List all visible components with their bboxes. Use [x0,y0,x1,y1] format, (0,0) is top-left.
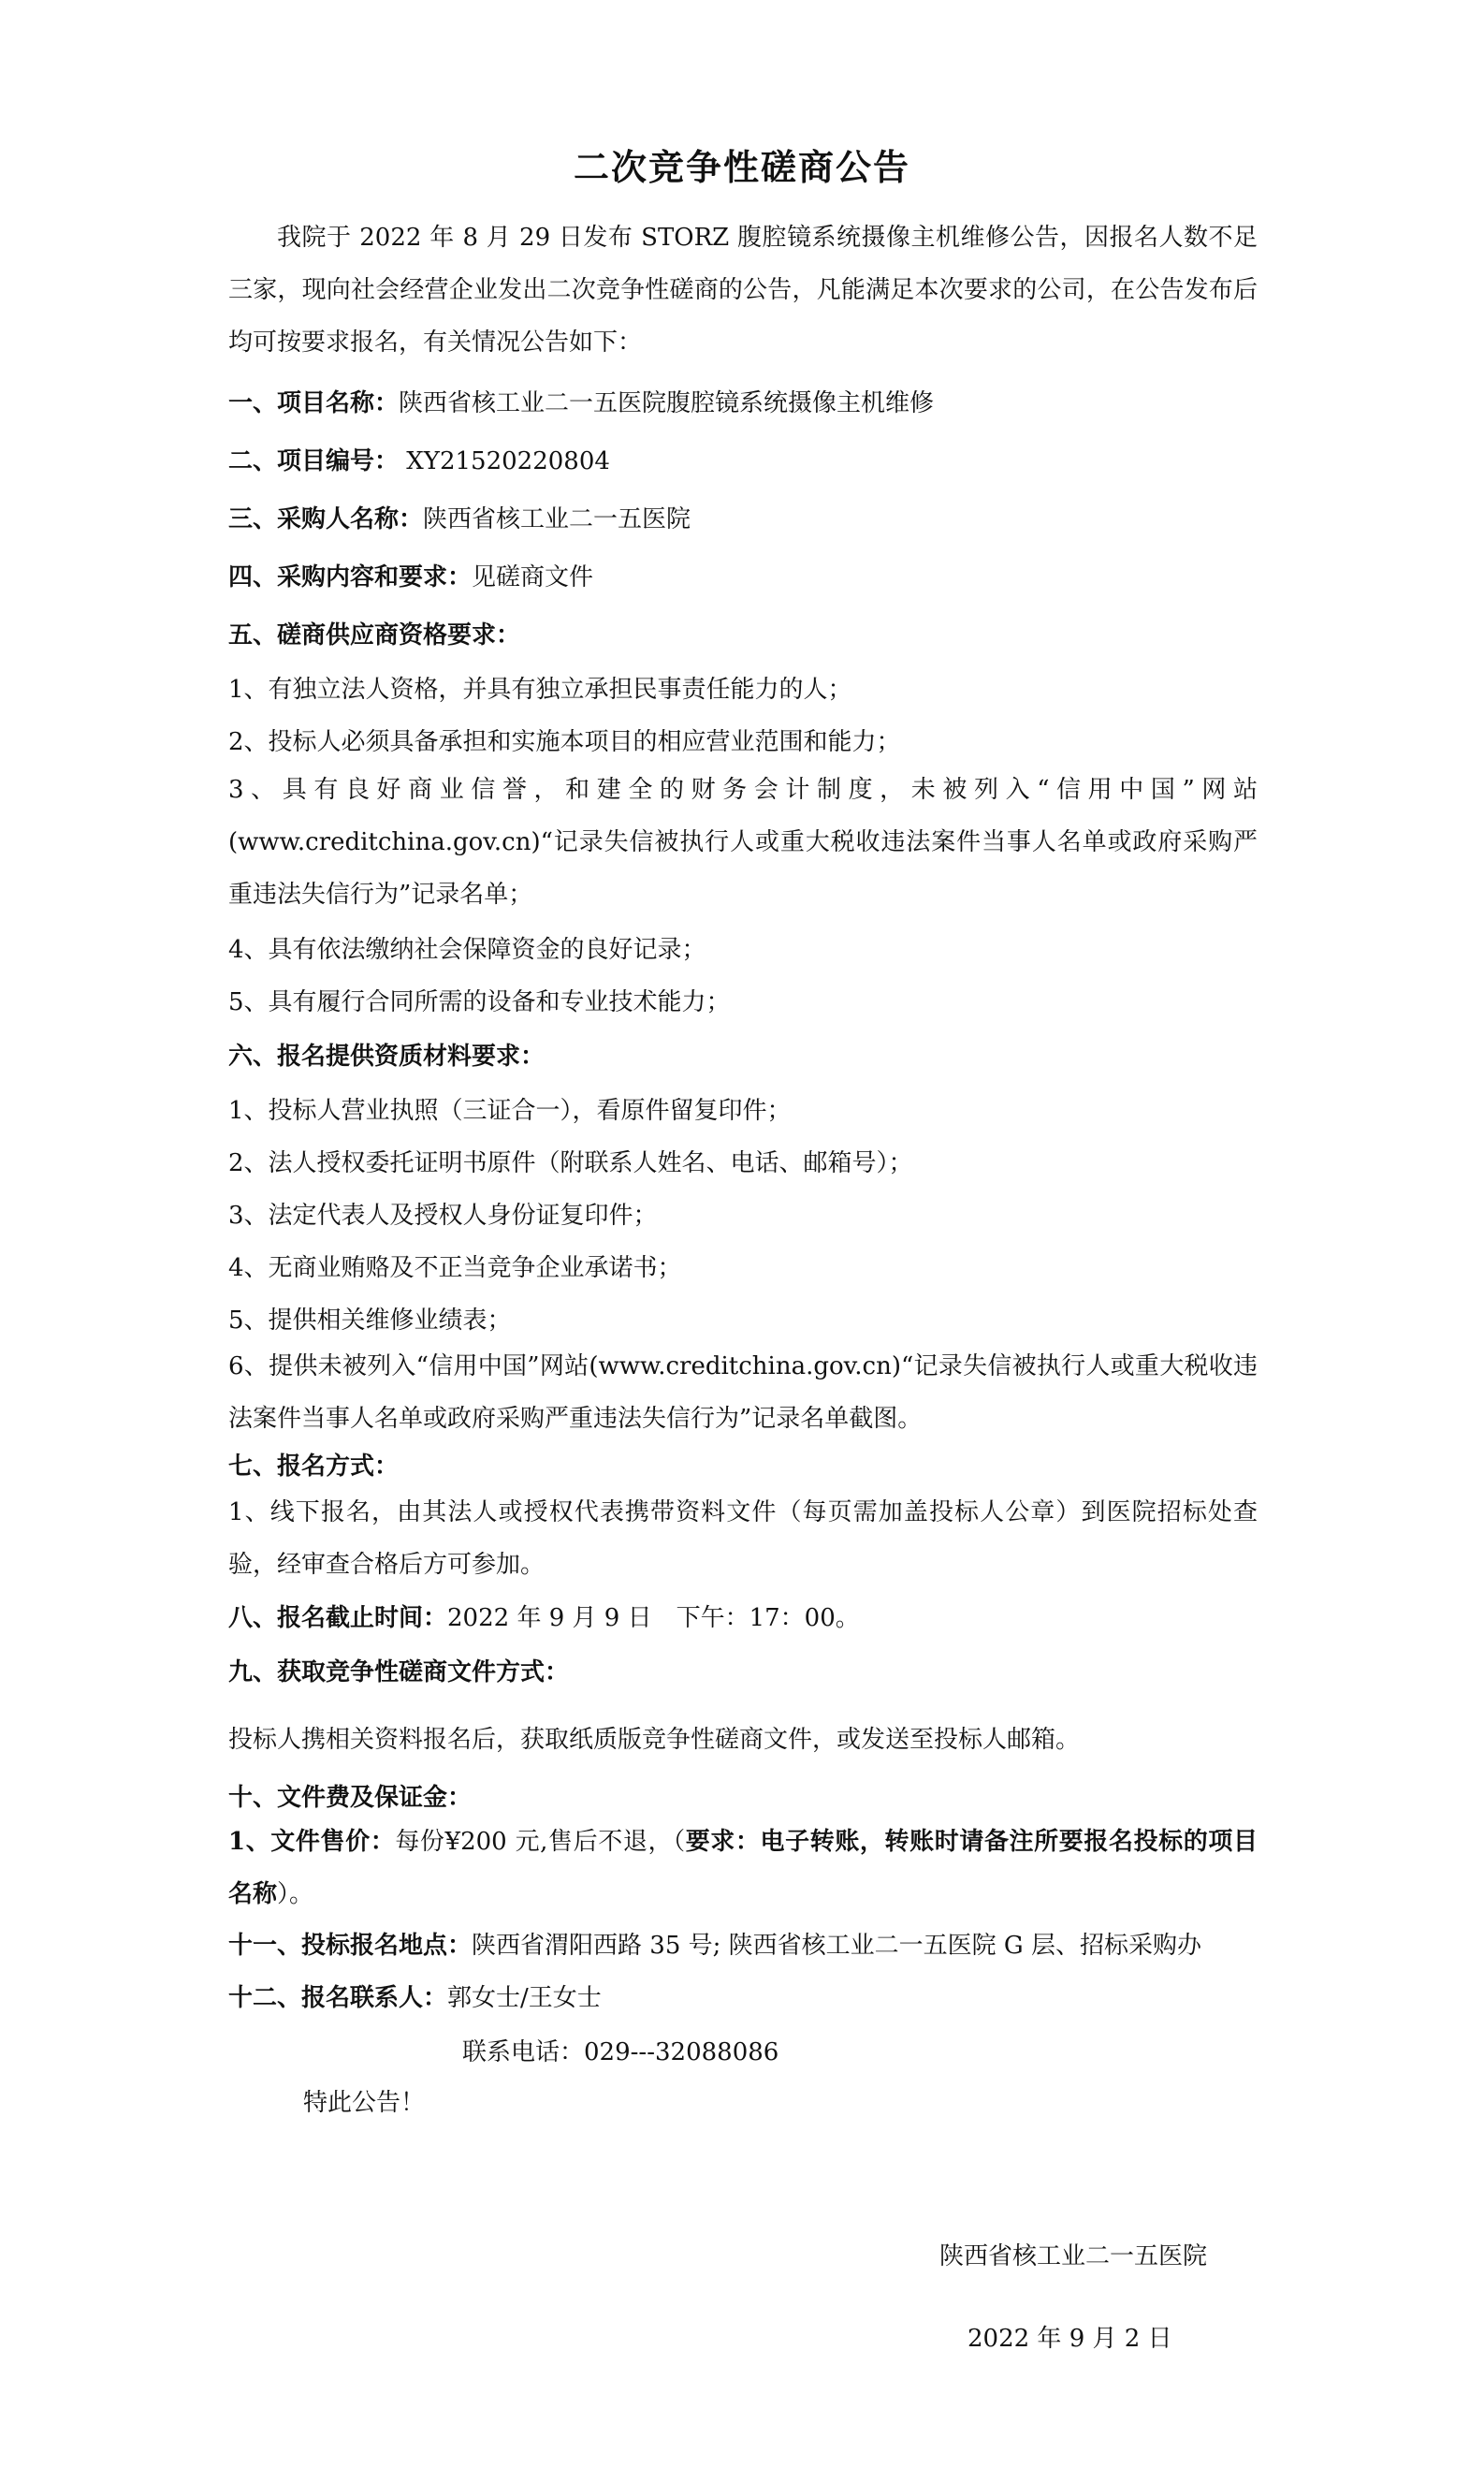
section-7-text: 1、线下报名，由其法人或授权代表携带资料文件（每页需加盖投标人公章）到医院招标处查验，经审查合格后方可参加。 [228,1498,1258,1579]
section-12 [228,1978,602,2013]
section-6-item: 3、法定代表人及授权人身份证复印件； [228,1202,658,1230]
section-5-label: 五、磋商供应商资格要求： [228,621,521,650]
section-5-item: 1、有独立法人资格，并具有独立承担民事责任能力的人； [228,676,852,704]
section-6-item: 4、无商业贿赂及不正当竞争企业承诺书； [228,1254,682,1282]
section-1 [228,384,934,418]
section-3 [228,500,691,534]
section-9-label: 九、获取竞争性磋商文件方式： [228,1658,570,1686]
fee-prefix: 1、文件售价： [228,1828,396,1856]
section-3-label: 三、采购人名称： [228,505,424,533]
section-8-label: 八、报名截止时间： [228,1604,448,1632]
section-5-item: 5、具有履行合同所需的设备和专业技术能力； [228,988,731,1016]
section-4-label: 四、采购内容和要求： [228,563,473,591]
section-6-label: 六、报名提供资质材料要求： [228,1043,546,1071]
section-4 [228,558,593,592]
section-6-item: 5、提供相关维修业绩表； [228,1306,512,1335]
section-11 [228,1926,1201,1961]
section-3-value: 陕西省核工业二一五医院 [423,505,691,533]
fee-note: 要求：电子转账，转账时请备注所要报名投标的项目名称 [228,1828,1258,1908]
section-8 [228,1598,860,1633]
section-1-value: 陕西省核工业二一五医院腹腔镜系统摄像主机维修 [399,389,935,417]
section-2-value: XY21520220804 [399,447,610,475]
section-12-label: 十二、报名联系人： [228,1984,448,2012]
closing-text: 特此公告！ [303,2089,426,2117]
section-6-item: 2、法人授权委托证明书原件（附联系人姓名、电话、邮箱号）； [228,1149,913,1177]
fee-value: 每份¥200 元,售后不退，（ [395,1828,686,1856]
signature-org: 陕西省核工业二一五医院 [939,2242,1208,2270]
section-11-label: 十一、投标报名地点： [228,1932,473,1960]
section-2-label: 二、项目编号： [228,447,400,475]
signature-date: 2022 年 9 月 2 日 [968,2325,1172,2353]
section-5-item: 4、具有依法缴纳社会保障资金的良好记录； [228,936,706,964]
section-6-item: 1、投标人营业执照（三证合一），看原件留复印件； [228,1097,792,1125]
section-4-value: 见磋商文件 [472,563,594,591]
section-2 [228,442,610,476]
fee-suffix: ）。 [277,1880,314,1908]
section-1-label: 一、项目名称： [228,389,400,417]
section-5-item: 3、具有良好商业信誉，和建全的财务会计制度，未被列入“信用中国”网站(www.creditchina.gov.cn)“记录失信被执行人或重大税收违法案件当事人名单或政府采购严重违法失信行为”记录名单； [228,776,1258,909]
section-10-label: 十、文件费及保证金： [228,1784,473,1812]
section-10-fee [228,1816,1258,1920]
section-8-value: 2022 年 9 月 9 日 下午：17：00。 [447,1604,860,1632]
section-9-text: 投标人携相关资料报名后，获取纸质版竞争性磋商文件，或发送至投标人邮箱。 [228,1726,1081,1754]
section-11-value: 陕西省渭阳西路 35 号; 陕西省核工业二一五医院 G 层、招标采购办 [472,1932,1201,1960]
contact-phone: 联系电话：029---32088086 [462,2038,779,2066]
section-6-item: 6、提供未被列入“信用中国”网站(www.creditchina.gov.cn)“记录失信被执行人或重大税收违法案件当事人名单或政府采购严重违法失信行为”记录名单截图。 [228,1352,1258,1433]
section-7-label: 七、报名方式： [228,1452,400,1481]
intro-paragraph: 我院于 2022 年 8 月 29 日发布 STORZ 腹腔镜系统摄像主机维修公告，因报名人数不足三家，现向社会经营企业发出二次竞争性磋商的公告，凡能满足本次要求的公司，在公告发布后均可按要求报名，有关情况公告如下： [228,224,1258,357]
section-5-item: 2、投标人必须具备承担和实施本项目的相应营业范围和能力； [228,728,901,756]
page-title: 二次竞争性磋商公告 [573,146,910,188]
section-12-value: 郭女士/王女士 [447,1984,602,2012]
